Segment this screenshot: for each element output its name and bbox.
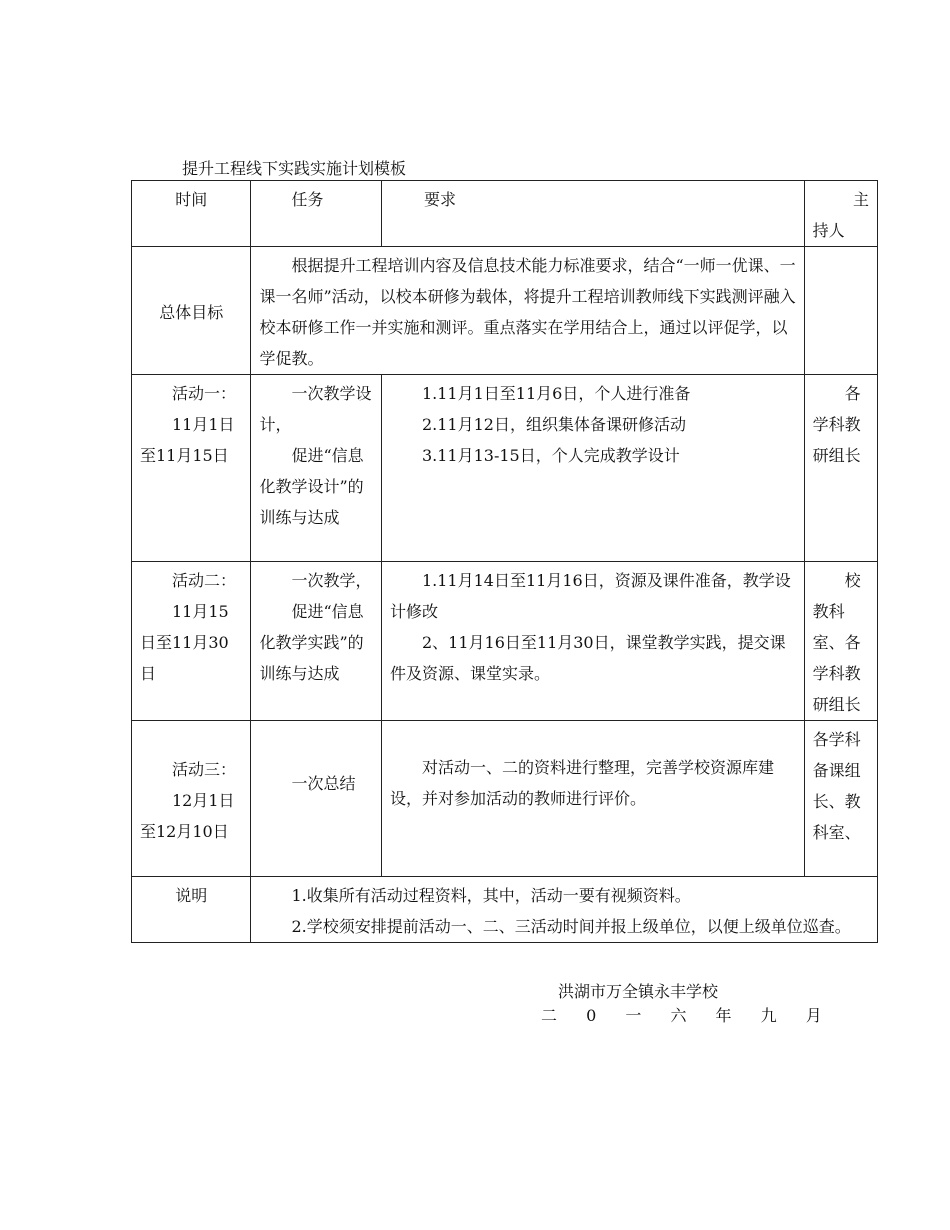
header-host: 主 持人 — [804, 181, 877, 247]
overall-goal-text: 根据提升工程培训内容及信息技术能力标准要求，结合“一师一优课、一课一名师”活动，以校本研修为载体，将提升工程培训教师线下实践测评融入校本研修工作一并实施和测评。重点落实在学用结合上，通过以评促学，以学促教。 — [251, 247, 804, 375]
header-time: 时间 — [132, 181, 251, 247]
table-header-row — [132, 181, 878, 247]
document-date: 二 0 一 六 年 九 月 — [541, 1006, 834, 1025]
activity-2-host: 校 教科室、各学科教研组长 — [804, 562, 877, 721]
header-task: 任务 — [251, 181, 382, 247]
activity-2-time: 活动二： 11月15日至11月30日 — [132, 562, 251, 721]
notes-row — [132, 877, 878, 943]
activity-2-task: 一次教学， 促进“信息化教学实践”的训练与达成 — [251, 562, 382, 721]
activity-1-requirements: 1.11月1日至11月6日，个人进行准备 2.11月12日，组织集体备课研修活动 3.11月13-15日，个人完成教学设计 — [381, 375, 804, 562]
notes-label: 说明 — [132, 877, 251, 943]
overall-goal-row — [132, 247, 878, 375]
overall-goal-host — [804, 247, 877, 375]
activity-row-2 — [132, 562, 878, 721]
activity-3-task: 一次总结 — [251, 721, 382, 877]
school-signature: 洪湖市万全镇永丰学校 — [558, 982, 719, 1001]
activity-row-1 — [132, 375, 878, 562]
activity-1-host: 各 学科教研组长 — [804, 375, 877, 562]
document-title: 提升工程线下实践实施计划模板 — [182, 159, 407, 178]
activity-2-requirements: 1.11月14日至11月16日，资源及课件准备，教学设计修改 2、11月16日至11月30日，课堂教学实践，提交课件及资源、课堂实录。 — [381, 562, 804, 721]
activity-1-time: 活动一： 11月1日至11月15日 — [132, 375, 251, 562]
activity-row-3 — [132, 721, 878, 877]
activity-3-time: 活动三： 12月1日至12月10日 — [132, 721, 251, 877]
activity-1-task: 一次教学设计， 促进“信息化教学设计”的训练与达成 — [251, 375, 382, 562]
header-requirement: 要求 — [381, 181, 804, 247]
plan-table — [131, 180, 878, 943]
activity-3-requirements: 对活动一、二的资料进行整理，完善学校资源库建设，并对参加活动的教师进行评价。 — [381, 721, 804, 877]
overall-goal-label: 总体目标 — [132, 247, 251, 375]
notes-text: 1.收集所有活动过程资料，其中，活动一要有视频资料。 2.学校须安排提前活动一、二、三活动时间并报上级单位，以便上级单位巡查。 — [251, 877, 878, 943]
activity-3-host: 各学科备课组长、教科室、 — [804, 721, 877, 877]
